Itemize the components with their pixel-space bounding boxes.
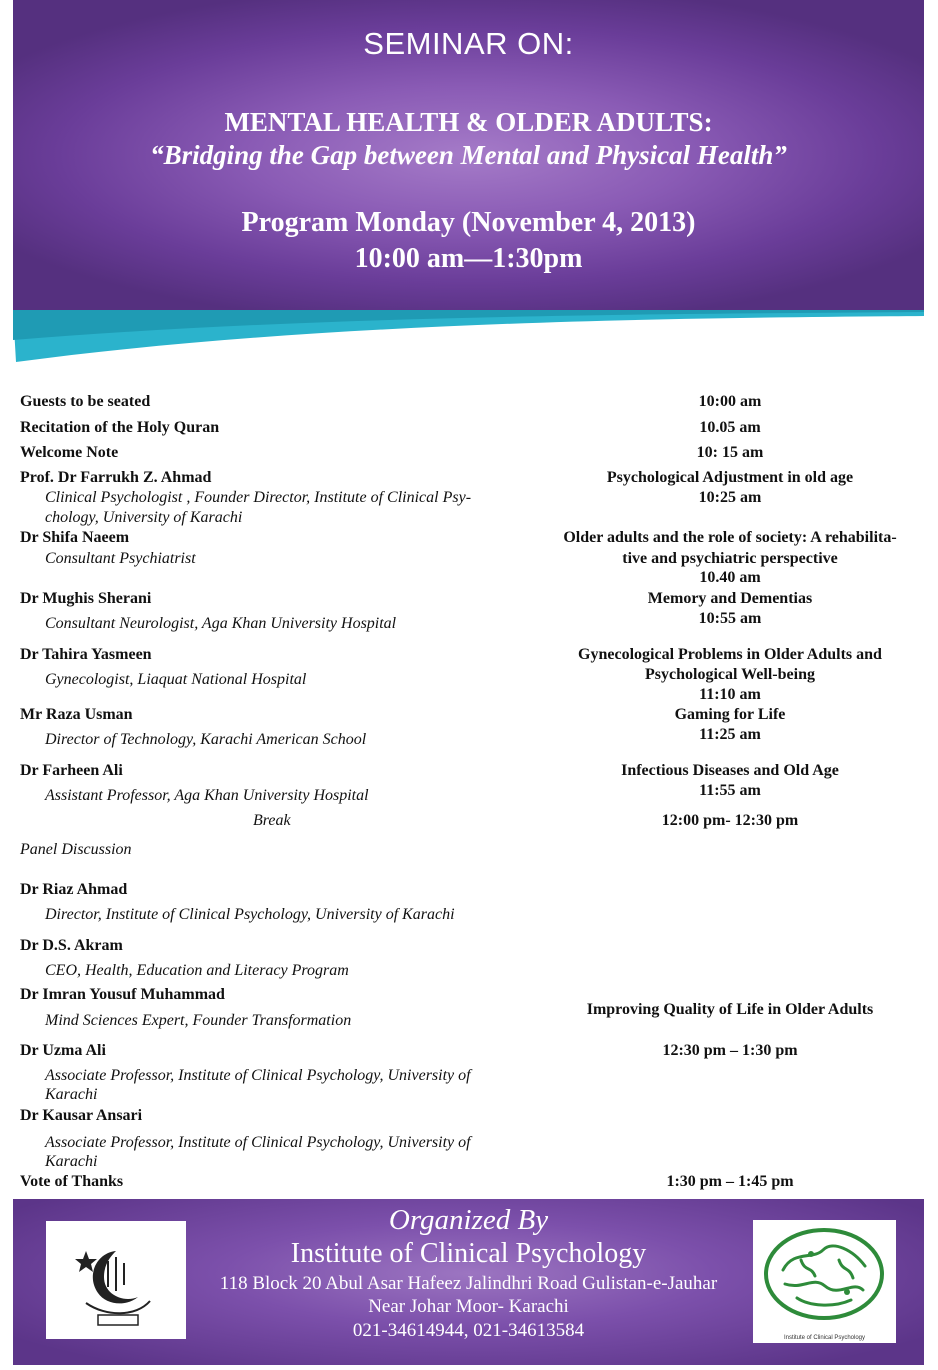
talk-time: 10:25 am xyxy=(698,489,762,506)
break-label: Break xyxy=(253,812,291,829)
address-line-2: Near Johar Moor- Karachi xyxy=(368,1296,569,1317)
speaker-description: Gynecologist, Liaquat National Hospital xyxy=(45,671,307,688)
guests-time: 10:00 am xyxy=(698,393,762,410)
talk-time: 11:10 am xyxy=(699,686,761,703)
panelist-name: Dr Imran Yousuf Muhammad xyxy=(20,986,225,1003)
speaker-name: Prof. Dr Farrukh Z. Ahmad xyxy=(20,469,212,486)
institute-name: Institute of Clinical Psychology xyxy=(290,1238,647,1269)
panel-discussion-label: Panel Discussion xyxy=(20,841,132,858)
recitation-time: 10.05 am xyxy=(699,419,761,436)
institute-logo xyxy=(753,1220,896,1343)
talk-time: 10:55 am xyxy=(698,610,762,627)
panelist-description: Director, Institute of Clinical Psychology, University of Karachi xyxy=(45,906,455,923)
talk-topic: Gaming for Life xyxy=(674,706,786,723)
logo-caption: Institute of Clinical Psychology xyxy=(783,1335,866,1341)
panelist-description: Mind Sciences Expert, Founder Transformation xyxy=(45,1012,352,1029)
speaker-description: Consultant Neurologist, Aga Khan University Hospital xyxy=(45,615,397,632)
talk-time: 11:25 am xyxy=(699,726,761,743)
speaker-name: Dr Tahira Yasmeen xyxy=(20,646,152,663)
organized-by: Organized By xyxy=(388,1204,549,1236)
talk-time: 11:55 am xyxy=(699,782,761,799)
talk-topic: tive and psychiatric perspective xyxy=(622,550,838,567)
speaker-name: Mr Raza Usman xyxy=(20,706,133,723)
recitation-label: Recitation of the Holy Quran xyxy=(20,419,220,436)
panelist-description: Associate Professor, Institute of Clinical Psychology, University of xyxy=(45,1134,471,1151)
talk-topic: Gynecological Problems in Older Adults and xyxy=(578,646,882,663)
guests-label: Guests to be seated xyxy=(20,393,151,410)
talk-topic: Infectious Diseases and Old Age xyxy=(621,762,839,779)
speaker-description: Assistant Professor, Aga Khan University Hospital xyxy=(45,787,369,804)
speaker-description: Clinical Psychologist , Founder Director, Institute of Clinical Psy- xyxy=(45,489,472,506)
panelist-description: Associate Professor, Institute of Clinical Psychology, University of xyxy=(45,1067,471,1084)
talk-topic: Older adults and the role of society: A rehabilita- xyxy=(563,529,897,546)
panel-topic: Improving Quality of Life in Older Adults xyxy=(586,1001,874,1018)
phone-numbers: 021-34614944, 021-34613584 xyxy=(352,1320,585,1341)
panelist-description: Karachi xyxy=(45,1153,98,1170)
footer-banner xyxy=(13,1199,924,1365)
talk-topic: Memory and Dementias xyxy=(647,590,813,607)
speaker-description: Consultant Psychiatrist xyxy=(45,550,196,567)
panelist-name: Dr Uzma Ali xyxy=(20,1042,106,1059)
vote-of-thanks-time: 1:30 pm – 1:45 pm xyxy=(666,1173,794,1190)
break-time: 12:00 pm- 12:30 pm xyxy=(661,812,799,829)
panelist-name: Dr Riaz Ahmad xyxy=(20,881,128,898)
panel-time: 12:30 pm – 1:30 pm xyxy=(662,1042,798,1059)
welcome-label: Welcome Note xyxy=(20,444,119,461)
seminar-title: MENTAL HEALTH & OLDER ADULTS: xyxy=(224,107,713,137)
panelist-name: Dr D.S. Akram xyxy=(20,937,123,954)
panelist-name: Dr Kausar Ansari xyxy=(20,1107,143,1124)
talk-time: 10.40 am xyxy=(699,569,761,586)
talk-topic: Psychological Adjustment in old age xyxy=(606,469,854,486)
seminar-heading: SEMINAR ON: xyxy=(363,26,574,61)
address-line-1: 118 Block 20 Abul Asar Hafeez Jalindhri Road Gulistan-e-Jauhar xyxy=(219,1273,718,1294)
vote-of-thanks-label: Vote of Thanks xyxy=(20,1173,124,1190)
header-banner xyxy=(13,0,924,310)
panelist-description: CEO, Health, Education and Literacy Program xyxy=(45,962,349,979)
cyan-wave-decoration xyxy=(0,300,938,370)
welcome-time: 10: 15 am xyxy=(696,444,764,461)
panelist-description: Karachi xyxy=(45,1086,98,1103)
speaker-name: Dr Mughis Sherani xyxy=(20,590,152,607)
speaker-description: chology, University of Karachi xyxy=(45,509,243,526)
speaker-description: Director of Technology, Karachi American School xyxy=(45,731,367,748)
seminar-subtitle: “Bridging the Gap between Mental and Physical Health” xyxy=(150,140,787,170)
speaker-name: Dr Farheen Ali xyxy=(20,762,123,779)
talk-topic: Psychological Well-being xyxy=(645,666,815,683)
program-time: 10:00 am—1:30pm xyxy=(354,243,583,274)
speaker-name: Dr Shifa Naeem xyxy=(20,529,130,546)
program-date: Program Monday (November 4, 2013) xyxy=(241,207,696,238)
